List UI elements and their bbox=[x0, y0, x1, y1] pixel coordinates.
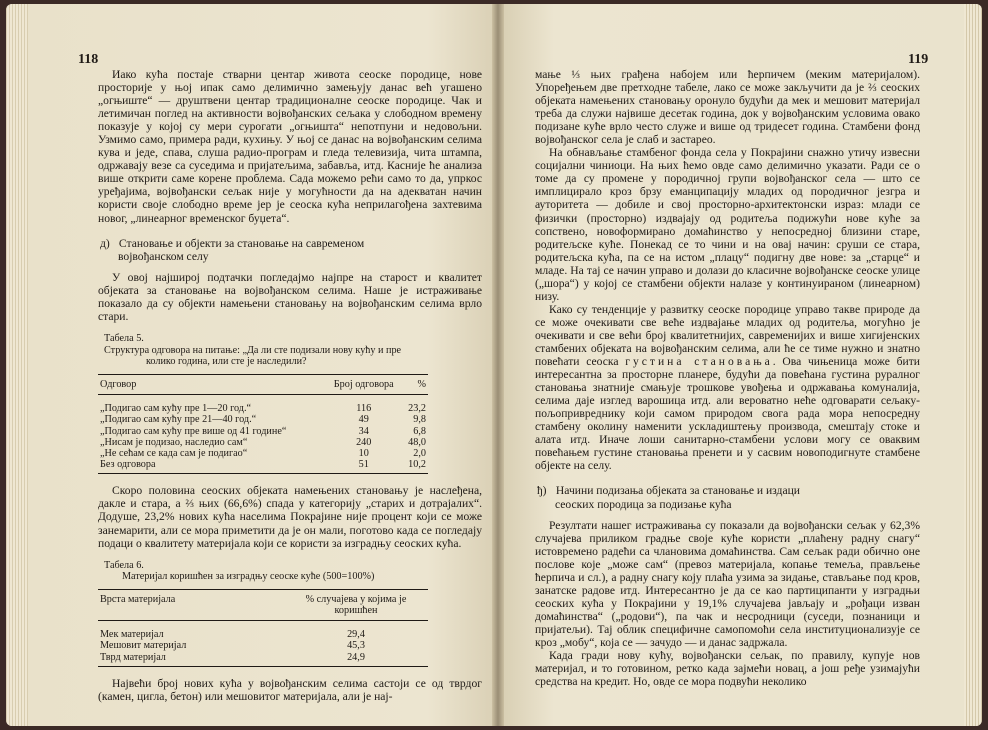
table-header: Одговор bbox=[98, 374, 326, 394]
paragraph bbox=[535, 303, 920, 473]
paragraph: Иако кућа постаје стварни центар живота сеоске породице, нове просторије у њој ипак само делимично замењују данас већ угашено „огњиште“ — друштвени центар традиционалне сеоске породице. Чак и летимичан поглед на активности војвођанских сељака у слободном времену показује у којој су мери сурогати „огњишта“ непотпуни и недовољни. Узмимо само, примера ради, кухињу. У њој се данас на војвођанским селима кува и једе, спава, слуша радио-програм и гледа телевизија, чита штампа, одржавају везе са суседима и пријатељима, забавља, итд. Касније ће анализа више открити саме корене проблема. Сада можемо рећи само то да, упркос уређајима, војвођански сељак није у могућности да на адекватан начин користи своје слободно време јер је сеоска кућа неприлагођена захтевима новог, „линеарног временског буџета“. bbox=[98, 68, 482, 225]
page-edges-right bbox=[964, 4, 982, 726]
table-cell: 23,2 bbox=[408, 403, 426, 415]
table-5-grid bbox=[98, 374, 428, 474]
table-row bbox=[98, 426, 428, 437]
paragraph-text: . Ова чињеница може бити интересантна за просторне планере, будући да повећана густина руралног становања знатније смањује трошкове увођења и одржавања комуналија, селима даје изглед варошица итд. али вероватно неће одговарати сељаку-пољопривреднику који самом природом свога рада мора непосредну стамбену околину наменити ускладиштењу производа, смештају стоке и алата итд. Иначе лоши санитарно-стамбени услови могу се оваквим повећањем густине становања пренети и у сасвим новоподигнуте стамбене објекте на селу. bbox=[535, 355, 920, 473]
section-label: ђ) bbox=[537, 484, 547, 498]
table-row bbox=[98, 414, 428, 425]
table-cell: Без одговора bbox=[98, 459, 326, 474]
table-row bbox=[98, 459, 428, 474]
table-cell: Тврд материјал bbox=[98, 652, 284, 667]
table-header: Врста материјала bbox=[98, 589, 284, 620]
section-heading-d bbox=[100, 237, 482, 263]
table-title: колико година, или сте је наследили? bbox=[146, 356, 307, 368]
table-cell: 6,8 bbox=[413, 425, 426, 437]
table-cell: 51 bbox=[326, 459, 402, 474]
paragraph: Скоро половина сеоских објеката намењених становању је наслеђена, дакле и стара, а ⅔ њих (66,6%) спада у категорију „старих и дотрајалих“. Додуше, 23,2% нових кућа населима Покрајине није процент који се може занемарити, али се мора приметити да је он мали, поготово када се погледају подаци о квалитету материјала који се користи за изградњу сеоских кућа. bbox=[98, 484, 482, 550]
section-title-line: Начини подизања објеката за становање и издаци bbox=[555, 484, 800, 498]
table-cell: 49 bbox=[358, 414, 369, 426]
table-caption: Табела 6. bbox=[104, 559, 144, 571]
section-heading-dj bbox=[537, 484, 920, 510]
paragraph: На обнављање стамбеног фонда села у Покрајини снажно утичу извесни социјални чиниоци. На њих ћемо овде само делимично указати. Ради се о томе да су промене у породичној групи војвођанског села — што се имплицирало кроз брзу еманципацију младих од породичног језгра и ауторитета — добиле и свој просторно-архитектонски израз: млади се физички (просторно) издвајају од родитеља подижући нове куће за сопствено, новоформирано домаћинство у непосредној близини старе, родитељске куће. Понекад се то чини и на овај начин: сруши се стара, родитељска кућа, па се на истом „плацу“ подигну две нове: за „старце“ и младе. На тај се начин управо и долази до класичне војвођанске сеоске улице („шора“) у којој се стамбени објекти налазе у континуираном (линеарном) низу. bbox=[535, 146, 920, 303]
table-row bbox=[98, 395, 428, 415]
table-6-grid bbox=[98, 589, 428, 667]
page-edges-left bbox=[6, 4, 30, 726]
table-caption: Табела 5. bbox=[104, 333, 144, 345]
table-cell: „Не сећам се када сам је подигао“ bbox=[100, 447, 248, 459]
table-cell: 34 bbox=[358, 425, 369, 437]
table-6 bbox=[98, 560, 482, 667]
table-row bbox=[98, 621, 428, 641]
table-cell: 24,9 bbox=[284, 652, 428, 667]
table-header: % случајева у којима је коришћен bbox=[284, 589, 428, 620]
table-cell: Мек материјал bbox=[100, 629, 164, 641]
emphasized-term: густина становања bbox=[625, 355, 773, 369]
table-cell: „Подигао сам кућу пре 21—40 год.“ bbox=[100, 414, 257, 426]
section-title-line: војвођанском селу bbox=[118, 249, 209, 263]
table-header: % bbox=[402, 374, 428, 394]
table-cell: 29,4 bbox=[347, 629, 365, 641]
table-cell: 9,8 bbox=[413, 414, 426, 426]
table-5 bbox=[98, 333, 482, 474]
section-title-line: Становање и објекти за становање на савременом bbox=[118, 236, 365, 250]
table-row bbox=[98, 640, 428, 651]
paragraph: мање ⅓ њих грађена набојем или ћерпичем (меким материјалом). Упоређењем две претходне табеле, лако се може закључити да је ⅔ сеоских објеката намењених становању оронуло будући да мек и мешовит материјал треба да служи највише десетак година, док у војвођанским условима овако подизане куће врло често служе и више од тридесет година. Стамбени фонд војвођанског села је слаб и застарео. bbox=[535, 68, 920, 147]
table-row bbox=[98, 448, 428, 459]
table-cell: 240 bbox=[356, 436, 372, 448]
paragraph: Највећи број нових кућа у војвођанским селима састоји се од тврдог (камен, цигла, бетон) или мешовитог материјала, али је нај- bbox=[98, 676, 482, 703]
table-cell: „Нисам је подизао, наследио сам“ bbox=[100, 436, 248, 448]
table-cell: 10 bbox=[358, 447, 369, 459]
table-cell: „Подигао сам кућу пре више од 41 године“ bbox=[100, 425, 287, 437]
paragraph: У овој најширој подтачки погледајмо најпре на старост и квалитет објеката за становање на војвођанском селима. Наше је истраживање показало да су објекти намењени становању на војвођанским селима врло стари. bbox=[98, 270, 482, 324]
section-label: д) bbox=[100, 236, 110, 250]
section-title-line: сеоских породица за подизање кућа bbox=[555, 497, 732, 511]
table-row bbox=[98, 437, 428, 448]
table-cell: 116 bbox=[356, 403, 372, 415]
table-header: Број одговора bbox=[326, 374, 402, 394]
table-cell: „Подигао сам кућу пре 1—20 год.“ bbox=[100, 403, 252, 415]
table-cell: 45,3 bbox=[347, 640, 365, 652]
table-cell: Мешовит материјал bbox=[100, 640, 187, 652]
left-column bbox=[98, 68, 482, 703]
right-column bbox=[535, 68, 920, 688]
paragraph: Када гради нову кућу, војвођански сељак, по правилу, купује нов материјал, и то готовином, ретко када зајмећи новац, а још ређе узимајући средства на кредит. Но, овде се мора подвући неколико bbox=[535, 649, 920, 689]
table-cell: 10,2 bbox=[402, 459, 428, 474]
table-title: Материјал коришћен за изградњу сеоске куће (500=100%) bbox=[122, 571, 375, 583]
page-number-right: 119 bbox=[908, 52, 929, 67]
table-title: Структура одговора на питање: „Да ли сте подизали нову кућу и пре bbox=[104, 344, 402, 356]
book-gutter bbox=[492, 4, 504, 726]
page-number-left: 118 bbox=[78, 52, 99, 67]
paragraph-text: Како су тенденције у развитку сеоске породице управо такве природе да се може очекивати све веће издвајање младих од родитеља, могућно је очекивати и све већи број квалитетнијих, савременијих и више хигијенских стамбених објеката на војвођанским селима, али ће се тиме нужно и знатно повећати сеоска bbox=[535, 302, 920, 369]
table-cell: 2,0 bbox=[413, 447, 426, 459]
table-cell: 48,0 bbox=[408, 436, 426, 448]
paragraph: Резултати нашег истраживања су показали да војвођански сељак у 62,3% случајева приликом градње своје куће користи „плаћену радну снагу“ истовремено радећи са члановима домаћинства. Сам сељак ради обично оне послове које „може сам“ (превоз материјала, копање темеља, прављење ћерпича и сл.), а радну снагу коју плаћа узима за зидање, стављање под кров, занатске радове итд. Интересантно је да се као партиципанти у изградњи сеоских кућа у Покрајини у 19,1% случајева јављају и „рођаци изван домаћинства“ („родови“), па чак и несродници (суседи, познаници и пријатељи). Тај облик специфичне самопомоћи села институционализује се кроз „мобу“, која се — зачудо — и данас задржала. bbox=[535, 518, 920, 650]
table-row bbox=[98, 652, 428, 667]
